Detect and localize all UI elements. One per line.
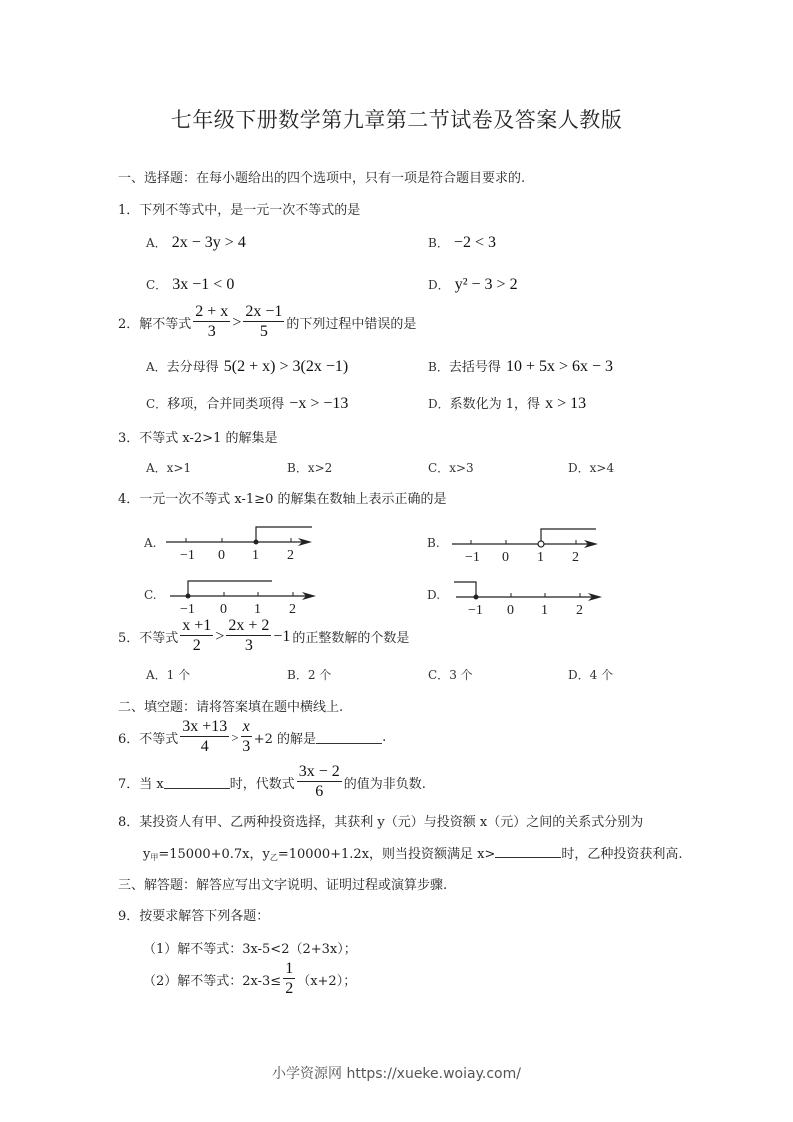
svg-text:−1: −1: [180, 602, 195, 617]
q8-line-2: $y_甲=15000+0.7x$，$y_乙=10000+1.2x$，则当投资额满足 x> 时，乙种投资获利高.: [143, 847, 683, 862]
q3-option-c[interactable]: C．x>3: [428, 461, 474, 475]
section-2-heading: 二、填空题：请将答案填在题中横线上.: [118, 700, 344, 715]
q4-option-b[interactable]: B. −1 0 1 2: [420, 520, 610, 569]
q1-option-a-expr: 2x − 3y > 4: [171, 234, 246, 251]
q6-stem: 6．不等式 $\frac{3x +13}{4}$ > $\frac{x}{3}$ +2 的解是 .: [118, 718, 387, 755]
q5-option-d[interactable]: D．4 个: [568, 668, 614, 682]
q3-option-d[interactable]: D．x>4: [568, 461, 615, 475]
q5-option-b[interactable]: B．2 个: [287, 668, 332, 682]
q1-option-d[interactable]: D． y² − 3 > 2: [428, 276, 518, 293]
svg-text:0: 0: [218, 548, 225, 563]
svg-text:1: 1: [254, 602, 261, 617]
q5-fraction-right: $\frac{2x + 2}{3}$: [228, 617, 270, 654]
svg-text:1: 1: [252, 548, 259, 563]
svg-text:2: 2: [576, 603, 583, 617]
section-1-heading: 一、选择题：在每小题给出的四个选项中，只有一项是符合题目要求的.: [118, 171, 526, 186]
q2-option-c[interactable]: C．移项，合并同类项得 −x > −13: [146, 395, 349, 412]
q7-answer-blank[interactable]: [164, 776, 230, 789]
svg-text:0: 0: [507, 603, 514, 617]
q6-fraction-right: $\frac{x}{3}$: [242, 718, 251, 755]
svg-text:0: 0: [502, 550, 509, 565]
q1-option-b-expr: −2 < 3: [453, 234, 496, 251]
q9-stem: 9．按要求解答下列各题：: [118, 909, 270, 924]
q6-fraction-left: $\frac{3x +13}{4}$: [182, 718, 228, 755]
number-line-d: [420, 572, 610, 617]
q6-answer-blank[interactable]: [316, 731, 382, 744]
svg-text:1: 1: [537, 550, 544, 565]
q4-option-c[interactable]: C. −1 0 1 2: [140, 572, 320, 621]
svg-text:−1: −1: [468, 603, 483, 617]
svg-text:−1: −1: [180, 548, 195, 563]
q3-option-a[interactable]: A．x>1: [146, 461, 192, 475]
q3-stem: 3．不等式 x-2>1 的解集是: [118, 431, 278, 446]
q2-fraction-right: $\frac{2x -1}{5}$: [245, 303, 283, 340]
q3-option-b[interactable]: B．x>2: [287, 461, 333, 475]
q9-part-1: （1）解不等式：3x-5<2（2+3x）；: [143, 942, 357, 957]
q4-option-d[interactable]: D. −1 0 1 2: [420, 572, 610, 621]
q1-option-b[interactable]: B． −2 < 3: [428, 234, 496, 251]
q2-stem: 2．解不等式 $\frac{2 + x}{3}$ > $\frac{2x -1}{5}$ 的下列过程中错误的是: [118, 303, 417, 340]
number-line-b: [420, 520, 610, 565]
svg-text:0: 0: [220, 602, 227, 617]
page-title: 七年级下册数学第九章第二节试卷及答案人教版: [170, 108, 623, 132]
q5-stem: 5．不等式 $\frac{x +1}{2}$ > $\frac{2x + 2}{3}$ −1 的正整数解的个数是: [118, 617, 410, 654]
q9-part-2: （2）解不等式：2x-3≤ $\frac{1}{2}$ （x+2）；: [143, 960, 357, 997]
q1-option-d-expr: y² − 3 > 2: [454, 276, 518, 293]
q5-option-a[interactable]: A．1 个: [146, 668, 191, 682]
svg-text:−1: −1: [465, 550, 480, 565]
q8-line-1: 8．某投资人有甲、乙两种投资选择，其获利 y（元）与投资额 x（元）之间的关系式分别为: [118, 815, 644, 830]
q5-fraction-left: $\frac{x +1}{2}$: [182, 617, 212, 654]
svg-text:2: 2: [287, 548, 294, 563]
number-line-c: [140, 572, 320, 617]
q8-answer-blank[interactable]: [495, 845, 561, 858]
number-line-a: [140, 520, 320, 565]
q7-stem: 7．当 x 时，代数式 $\frac{3x - 2}{6}$ 的值为非负数.: [118, 763, 426, 800]
q7-fraction: $\frac{3x - 2}{6}$: [298, 763, 340, 800]
q5-option-c[interactable]: C．3 个: [428, 668, 473, 682]
svg-text:2: 2: [289, 602, 296, 617]
q4-stem: 4．一元一次不等式 x-1≥0 的解集在数轴上表示正确的是: [118, 492, 447, 507]
q2-option-a[interactable]: A．去分母得 5(2 + x) > 3(2x −1): [146, 358, 349, 375]
q1-option-a[interactable]: A． 2x − 3y > 4: [146, 234, 246, 251]
q1-option-c-expr: 3x −1 < 0: [172, 276, 235, 293]
svg-text:1: 1: [541, 603, 548, 617]
footer-watermark: 小学资源网 https://xueke.woiay.com/: [272, 1066, 521, 1082]
q1-stem: 1．下列不等式中，是一元一次不等式的是: [118, 203, 361, 218]
q2-option-b[interactable]: B．去括号得 10 + 5x > 6x − 3: [428, 358, 614, 375]
q4-option-a[interactable]: A. −1 0 1 2: [140, 520, 320, 569]
q9-fraction: $\frac{1}{2}$: [285, 960, 294, 997]
q2-option-d[interactable]: D．系数化为 1，得 x > 13: [428, 395, 587, 412]
svg-text:2: 2: [572, 550, 579, 565]
section-3-heading: 三、解答题：解答应写出文字说明、证明过程或演算步骤.: [118, 878, 448, 893]
q1-option-c[interactable]: C． 3x −1 < 0: [146, 276, 235, 293]
q2-fraction-left: $\frac{2 + x}{3}$: [195, 303, 229, 340]
